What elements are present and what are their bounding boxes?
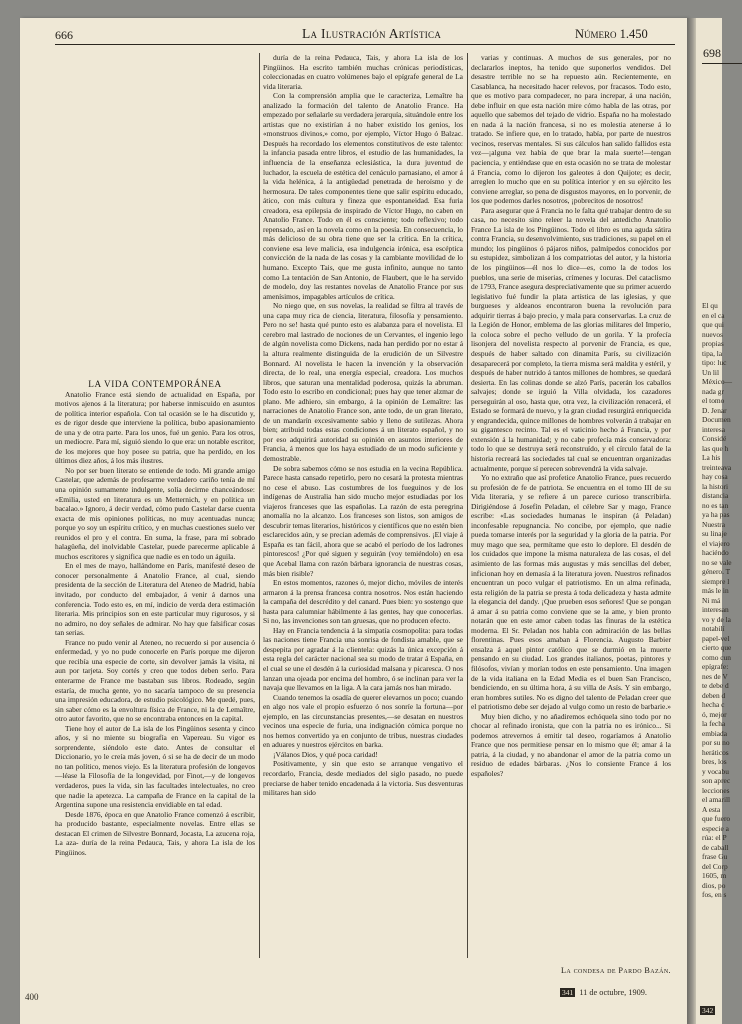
adjacent-text-line: nada gr (702, 386, 724, 396)
adjacent-text-line: la histori (702, 481, 729, 491)
adjacent-text-line: la fecha (702, 719, 726, 728)
adjacent-text-line: papel-vel (702, 633, 730, 643)
adjacent-text-line: rúa: el P (702, 833, 727, 842)
adjacent-text-line: cierto que (702, 643, 732, 652)
adjacent-text-line: treinteava (702, 462, 732, 472)
article-paragraph: No por ser buen literato se entiende de todo. Mi grande amigo Castelar, que además de profesarme verdadero cariño tenía de mí una opinión sumamente indulgente, solía decirme chanceándose: «Emilia, usted en literatura es un Metternich, y en política un bacalao.» Ignoro, á decir verdad, cómo pudo Castelar darse cuenta exacta de mis opiniones políticas, no muy acentuadas nunca; porque yo soy un espíritu crítico, y en muchas cuestiones suelo ver reunidos el pro y el contra. En suma, la frase, para mí sobrado halagüeña, del inolvidable Castelar, puede parecerme aplicable á muchos escritores y significa que nadie es en todo un águila. (55, 465, 255, 561)
adjacent-text-line: el viajero (702, 538, 730, 548)
article-paragraph: No niego que, en sus novelas, la realidad se filtra al través de una capa muy rica de ciencia, literatura, filosofía y pensamiento. Pero no se! hasta qué punto esto es alabanza para el novelista. El cerebro mal lastrado de nociones de un Cervantes, el ingenio lego de algún novelista como Dickens, nada han perdido por no estar á la altura realmente distinguida de la erudición de un Silvestre Bonnard. Al novelista le hacen la invención y la observación directa, de lo real, una energía especial, creadora. Los muchos libros, que saturan una mentalidad poderosa, quizás la abruman. Todo esto lo escribo en condicional; pues hay que tener alzmar de plano. Me adhiero, sin embargo, á la opinión de Lemaître: las narraciones de Anatolio France son, ante todo, de un gran literato, de un mandarín excesivamente sabio y lleno de sutilezas. Ahora bien; atribuid todas estas condiciones á un literato español, y no por eso adquirirá autoridad su opinión en asuntos interiores de Francia, á menos que los haya estudiado de un modo suficiente y demostrable. (263, 301, 463, 463)
adjacent-text-line: no se vale (702, 557, 732, 567)
adjacent-text-line: interesa (702, 424, 725, 434)
adjacent-text-line: género. T (702, 567, 731, 576)
adjacent-text-line: no es tan (702, 500, 729, 510)
article-paragraph: Para asegurar que á Francia no le falta qué trabajar dentro de su casa, no necesito sino releer la novela del antedicho Anatolio France La isla de los Pingüinos. Todo el libro es una aguda sátira contra Francia, su desenvolvimiento, sus tradiciones, su papel en el mundo; los pingüinos ó pájaros niños, palmípedos conocidos por su estupidez, simbolizan á los compatriotas del autor, y la historia de los pingüinos—él nos lo dice—es, como la de todos los pueblos, una serie de miserias, crímenes y locuras. Del cataclismo de 1793, France asegura despreciativamente que su primer acuerdo legislativo fué fundir la plata artística de las iglesias, y que burgueses y aldeanos encontraron buena la revolución para adquirir tierras á bajo precio, y mala para conservarlas. La cruz de la Legión de Honor, emblema de las glorias militares del Imperio, la coloca sobre el pecho velludo de un gorila. Y la profecía lisonjera del novelista respecto al porvenir de Francia, es que, después de haber saltado con dinamita París, su civilización desaparecerá por completo, la tierra misma será maldita y estéril, y después de haber nutrido á tantos millones de hombres, se quedará desierta. En las colinas donde se alzó París, pacerán los caballos salvajes; donde se irguió la Villa olvidada, los cazadores perseguirán al oso, hasta que, otra vez, la civilización renacerá, el Estado se formará de nuevo, y la gran ciudad resurgirá enriquecida y engrandecida, quince millones de hombres volverán á trabajar en su gigantesco recinto. Tal es el vaticinio hecho á Francia, y por extensión á la humanidad; y no cabe profecía más conservadora: todo lo que se destruya será reconstruído, y el círculo fatal de la historia recreará las sociedades tal cual se encuentran organizadas actualmente, porque sí perecen sobrevendrá la vida salvaje. (471, 205, 671, 473)
adjacent-text-line: tipa, la (702, 348, 723, 358)
author-signature: La condesa de Pardo Bazán. (561, 966, 671, 975)
adjacent-text-line: fos, en s (702, 890, 727, 899)
column-rule-1 (259, 53, 260, 958)
column-rule-2 (467, 53, 468, 958)
adjacent-text-line: A esta (702, 804, 721, 814)
article-column-3 (471, 53, 671, 958)
adjacent-text-line: La his (702, 453, 721, 462)
article-paragraph: varias y continuas. A muchos de sus generales, por no declararlos ineptos, ha tenido que suponerlos vendidos. Del desastre terrible no se ha repuesto aún. Recientemente, en Casablanca, ha necesitado hacer relevos, por fracasos. Todo esto, que es motivo para compadecer, no para increpar, á una nación, debe influir en que esta nación mire cómo habla de las otras, por aquello que sabemos del tejado de vidrio. España no ha molestado en nada á la nación francesa, si no es molestia atenerse á lo tratado. Se infiere que, en lo tratado, había, por parte de nuestros vecinos, reservas mentales. Si sus cálculos han salido fallidos esta vez—¡alguna vez había de que brar la mala suerte!—tengan paciencia, y entiéndase que en esta ocasión no se trata de molestar á Francia, como lo dijeron los galeotes á don Quijote; es decir, arreglen lo mucho que en su política interior y en su ejército les conviene arreglar, so pena de disgustos mayores, en lo porvenir, de los que podemos darles nosotros, ¡pobrecitos de nosotros! (471, 53, 671, 206)
adjacent-page-text (702, 301, 742, 900)
adjacent-text-line: hay cosa (702, 472, 728, 481)
adjacent-text-line: de caball (702, 842, 729, 852)
adjacent-page (696, 18, 732, 1024)
adjacent-text-line: tipo: luc (702, 358, 727, 367)
adjacent-text-line: como cun (702, 652, 731, 662)
adjacent-text-line: el tomo (702, 396, 725, 405)
adjacent-text-line: por su no (702, 738, 730, 747)
adjacent-text-line: son aprec (702, 776, 731, 785)
article-paragraph: De sobra sabemos cómo se nos estudia en la vecina República. Parece hasta cansado repetirlo, pero no cesará la protesta mientras no cese el abuso. Las costumbres de los fueguinos y de los indígenas de Australia han sido mucho mejor estudiadas por los viajeros franceses que las españolas. La razón de esta peregrina anomalía no la alcanzo. Los franceses son listos, son amigos de descubrir temas literarios, históricos y científicos que no estén bien esclarecidos aún, y se precian además de comprensivos. ¡El viaje á España es tan fácil, ahora que se acabó el período de los ladrones pintorescos! ¿Por qué siguen y seguirán (voy temiéndolo) en esa que Acebal llama con razón bárbara ignorancia de nuestras cosas, más bien risible? (263, 463, 463, 578)
book-gutter (687, 18, 696, 1024)
adjacent-text-line: heráticos (702, 747, 729, 757)
adjacent-text-line: epígrafe: (702, 662, 729, 671)
adjacent-text-line: lecciones (702, 785, 730, 795)
adjacent-text-line: distancia (702, 491, 729, 500)
article-paragraph: Positivamente, y sin que esto se arranque vengativo el recordarlo, Francia, desde mediados del siglo pasado, no puede preciarse de haber tenido encadenada á la victoria. Sus desventuras militares han sido (263, 759, 463, 798)
adjacent-text-line: que qui (702, 320, 724, 329)
adjacent-text-line: que fuero (702, 814, 731, 823)
article-paragraph: En estos momentos, razones ó, mejor dicho, móviles de interés armaron á la prensa francesa contra nosotros. Nos están haciendo la campaña del descrédito y del canard. Pues bien: yo sostengo que hasta para calumniar hábilmente á las gentes, hay que conocerlas. Si no, las invenciones son tan gruesas, que no producen efecto. (263, 578, 463, 626)
adjacent-footer-badge: 342 (702, 1006, 714, 1015)
article-column-2 (263, 53, 463, 1000)
adjacent-text-line: embiada (702, 728, 728, 738)
article-paragraph: Desde 1876, época en que Anatolio France comenzó á escribir, ha producido bastante, especialmente novelas. Entre ellas se destacan El crimen de Silvestre Bonnard, Jocasta, La azucena roja, La aza- duría de la reina Pedauca, Tais, y ahora La isla de los Pingüinos. (55, 809, 255, 857)
article-paragraph: duría de la reina Pedauca, Tais, y ahora La isla de los Pingüinos. Ha escrito también muchas crónicas periodísticas, coleccionadas en cuatro volúmenes bajo el epígrafe general de La vida literaria. (263, 53, 463, 91)
article-paragraph: Anatolio France está siendo de actualidad en España, por motivos ajenos á la literatura; por haberse inmiscuido en asuntos de política interior española. Con tal ocasión se le ha discutido y, es de rigor desde que interviene la política, bubo apasionamiento de una y de otra parte. Para los unos, fué un genio. Para los otros, un mediocre. Para mí, siguió siendo lo que era: un notable escritor, de los mejores que hoy posee su patria, que ha perdido, en los últimos diez años, á los más ilustres. (55, 389, 255, 466)
article-paragraph: France no pudo venir al Ateneo, no recuerdo si por ausencia ó enfermedad, y yo no pude conocerle en París porque me dijeron que recibía una especie de corte, sin devolver jamás la visita, ni aun por tarjeta. Soy cortés y creo que todos deben serlo. Para enterarme de France me bastaban sus libros. Rodeado, según estaría, de mucha gente, yo no sacaría tampoco de su presencia una impresión educadora, de estudio psicológico. Me quedé, pues, sin saber cómo es la envoltura física de France, ni la de Lemaître, otro autor favorito, que no se encontraba entonces en la capital. (55, 637, 255, 724)
footer-badge: 341 (562, 988, 574, 997)
adjacent-text-line: notabilí (702, 624, 725, 633)
adjacent-text-line: dios, po (702, 880, 726, 890)
adjacent-text-line: el amarill (702, 795, 731, 804)
article-paragraph: Hay en Francia tendencia á la simpatía cosmopolita: para todas las naciones tiene Francia una sonrisa de fondista amable, que se despepita por agradar á la clientela: quizás la única excepción á esta regla del carácter nacional sea su modo de tratar á España, en el cual se une el desdén á la curiosidad malsana y picaresca. O nos lanzan una ojeada por encima del hombro, ó se inclinan para ver la navaja que llevamos en la liga. A la cara jamás nos han mirado. (263, 625, 463, 693)
adjacent-text-line: 1605, m (702, 871, 727, 880)
adjacent-text-line: te debe d (702, 681, 729, 690)
adjacent-text-line: interesan (702, 605, 729, 614)
adjacent-text-line: El qu (702, 301, 718, 310)
article-paragraph: Muy bien dicho, y no añadiremos echóquela sino todo por no chocar al refinado ironista, que con la patria no es irónico... Si podemos atrevernos á emitir tal deseo, rogaríamos á Anatolio France que nos permitiese pensar en lo mismo que él; amar á la patria, á la ciudad, y no abandonar el amor de la patria como un residuo de edades bárbaras. ¿Nos lo consiente France á los españoles? (471, 711, 671, 779)
adjacent-text-line: Un lil (702, 367, 720, 377)
article-column-1 (55, 380, 255, 990)
adjacent-text-line: haciéndo (702, 548, 729, 557)
article-paragraph: Cuando tenemos la osadía de querer elevarnos un poco; cuando en algo nos vale el propio esfuerzo ó nos sonríe la fortuna—por ejemplo, en las circunstancias presentes,—se desatan en nuestros vecinos una especie de furia, una indignación cómica porque no nos hemos convertido ya en conjunto de tribus, nuestras ciudades en aduares y nuestros ejércitos en barka. (263, 692, 463, 750)
adjacent-text-line: Ni má (702, 595, 721, 605)
page-number: 666 (55, 28, 73, 42)
footer-date: 11 de octubre, 1909. (579, 988, 647, 997)
adjacent-text-line: Nuestra (702, 519, 725, 529)
adjacent-text-line: bres, los (702, 757, 727, 766)
article-paragraph: ¡Válanos Dios, y qué poca caridad! (273, 749, 378, 759)
adjacent-text-line: Documen (702, 415, 731, 424)
blank-column-area (55, 53, 255, 378)
adjacent-text-line: deben d (702, 690, 726, 700)
adjacent-text-line: las que h (702, 443, 729, 453)
article-paragraph: Con la comprensión amplia que le caracteriza, Lemaître ha analizado la formación del talento de Anatolio France. Ha empezado por señalarle su verdadera jerarquía, situándole entre los artistas que no existirían á no haber existido los genios, los «monstruos divinos,» como, por ejemplo, Víctor Hugo ó Balzac. Después ha recordado los elementos constitutivos de este talento: la infancia pasada entre libros, el estudio de las humanidades, la influencia de la enseñanza eclesiástica, la dura juventud de luchador, la escuela de estética del cenáculo parnasiano, el amor á la vida helénica, á la antigüedad penetrada de heroísmo y de hermosura. De tales componentes tiene que salir espíritu educado, ático, con más cultura y fineza que espontaneidad. Esa furia creadora, esa epilepsia de inspirado de Víctor Hugo, no caben en Anatolio France. Todo en él es consciente; todo reflexivo; todo repensado, así en la novela como en la poesía. En consecuencia, lo más delicioso de su obra tiene que ser la crítica. En la crítica, conviene esa leve malicia, esa indulgencia irónica, esa escéptica convicción de la nada de las cosas y la cambiante movilidad de lo humano. Excepto Tais, que me gusta infinito, aunque no tanto como La tentación de San Antonio, de Flaubert, que le ha servido de modelo, doy las restantes novelas de Anatolio France por sus amenísimos, impagables artículos de crítica. (263, 91, 463, 301)
issue-number: Número 1.450 (575, 27, 648, 41)
adjacent-text-line: ya ha pas (702, 510, 730, 519)
article-paragraph: Tiene hoy el autor de La isla de los Pingüinos sesenta y cinco años, y si no miente su biografía en Vapereau. Su vigor es sorprendente, siéndolo este dato. Antes de consultar el Diccionario, yo le creía más joven, ó si se ha de decir de un modo no tan político, menos viejo. Es la literatura profesión de longevos—léase la Filosofía de la longevidad, por Finot,—y de longevos verdaderos, pues la vida, sin las facultades intelectuales, no creo que nadie la apetezca. La campaña de France en la capital de la Argentina supone una resistencia envidiable en tal edad. (55, 723, 255, 810)
header-rule (55, 44, 675, 45)
article-paragraph: Yo no extraño que así profetice Anatolio France, pues recuerdo su profesión de fe de patriota. Se encuentra en el tomo III de su Vida literaria, y se refiere á un parece curioso transcribirla. Dirigiéndose á Josefín Peladan, el célebre Sar y mago, France escribe: «Las sociedades humanas le inspiran (á Peladan) inconfesable repugnancia. No concibe, por ejemplo, que nadie pueda tomarse interés por la seguridad y la gloria de la patria. Por muy mago que sea, permítame que esto lo deplore. El desdén de los cuidados que impone la misma naturaleza de las cosas, el del asimiento de las formas más augustas y más sencillas del deber, inficionan hoy en demasía á la literatura joven. Nuestros refinados encuentran un poco vulgar el patriotismo. En un alma refinada, esta religión de la patria se presta á toda delicadeza y hasta admite la elegancia del dandy. ¡Que prueben esos señores! Que se pongan á amar á su patria como conviene que se la ame, y bien pronto notarán que en este amor caben todas las finuras de la estética moderna. El Sr. Peladan nos habla con admiración de las bellas florentinas. Pues esos amaban á Florencia. Augusto Barbier ensalza á aquel pintor católico que se durmió en la muerte pensando en su ciudad. Los grandes italianos, poetas, pintores y filósofos, vivían y morían todos en este pensamiento. Una imagen de la vida italiana en la Edad Media es el buen San Francisco, bendiciendo, en su última hora, á su villa de Asís. Y sin embargo, eran hombres sutiles. No es digno del talento de Peladan creer que el patriotismo debe ser dejado al vulgo como un resto de barbarie.» (471, 473, 671, 712)
journal-title: La Ilustración Artística (302, 26, 442, 41)
adjacent-text-line: Considé (702, 434, 727, 443)
article-paragraph: En el mes de mayo, hallándome en París, manifesté deseo de conocer personalmente á Anatolio France, al cual, siendo presidenta de la sección de Literatura del Ateneo de Madrid, había invitado, por conducto del embajador, á venir á darnos una conferencia. Todo esto es, en mí, indicio de verda dera estimación literaria. Mis principios son en este particular muy rigurosos, y si no admiro, no doy señales de admirar. No hay que falsificar cosas tan serias. (55, 561, 255, 638)
adjacent-text-line: del Corp (702, 861, 728, 871)
adjacent-text-line: nes de V (702, 671, 728, 681)
adjacent-text-line: en el ca (702, 310, 725, 320)
footer-date-line (560, 988, 647, 997)
adjacent-text-line: siempre l (702, 576, 730, 586)
adjacent-header-rule (702, 63, 742, 64)
footer-page-number: 400 (25, 992, 39, 1002)
adjacent-text-line: vo y de la (702, 614, 731, 624)
adjacent-text-line: más le in (702, 586, 729, 595)
adjacent-text-line: nuevos (702, 329, 723, 339)
adjacent-text-line: y vocabu (702, 766, 729, 776)
adjacent-text-line: frase Gu (702, 852, 728, 861)
adjacent-text-line: D. Jenar (702, 405, 727, 415)
section-title: LA VIDA CONTEMPORÁNEA (88, 379, 222, 389)
adjacent-text-line: propias (702, 339, 724, 348)
adjacent-text-line: México— (702, 377, 732, 386)
adjacent-page-number: 698 (703, 46, 721, 60)
adjacent-text-line: hecha c (702, 700, 725, 709)
adjacent-text-line: su linaje (702, 529, 727, 538)
adjacent-text-line: ó, mejor (702, 709, 727, 719)
adjacent-text-line: especie a (702, 823, 729, 833)
